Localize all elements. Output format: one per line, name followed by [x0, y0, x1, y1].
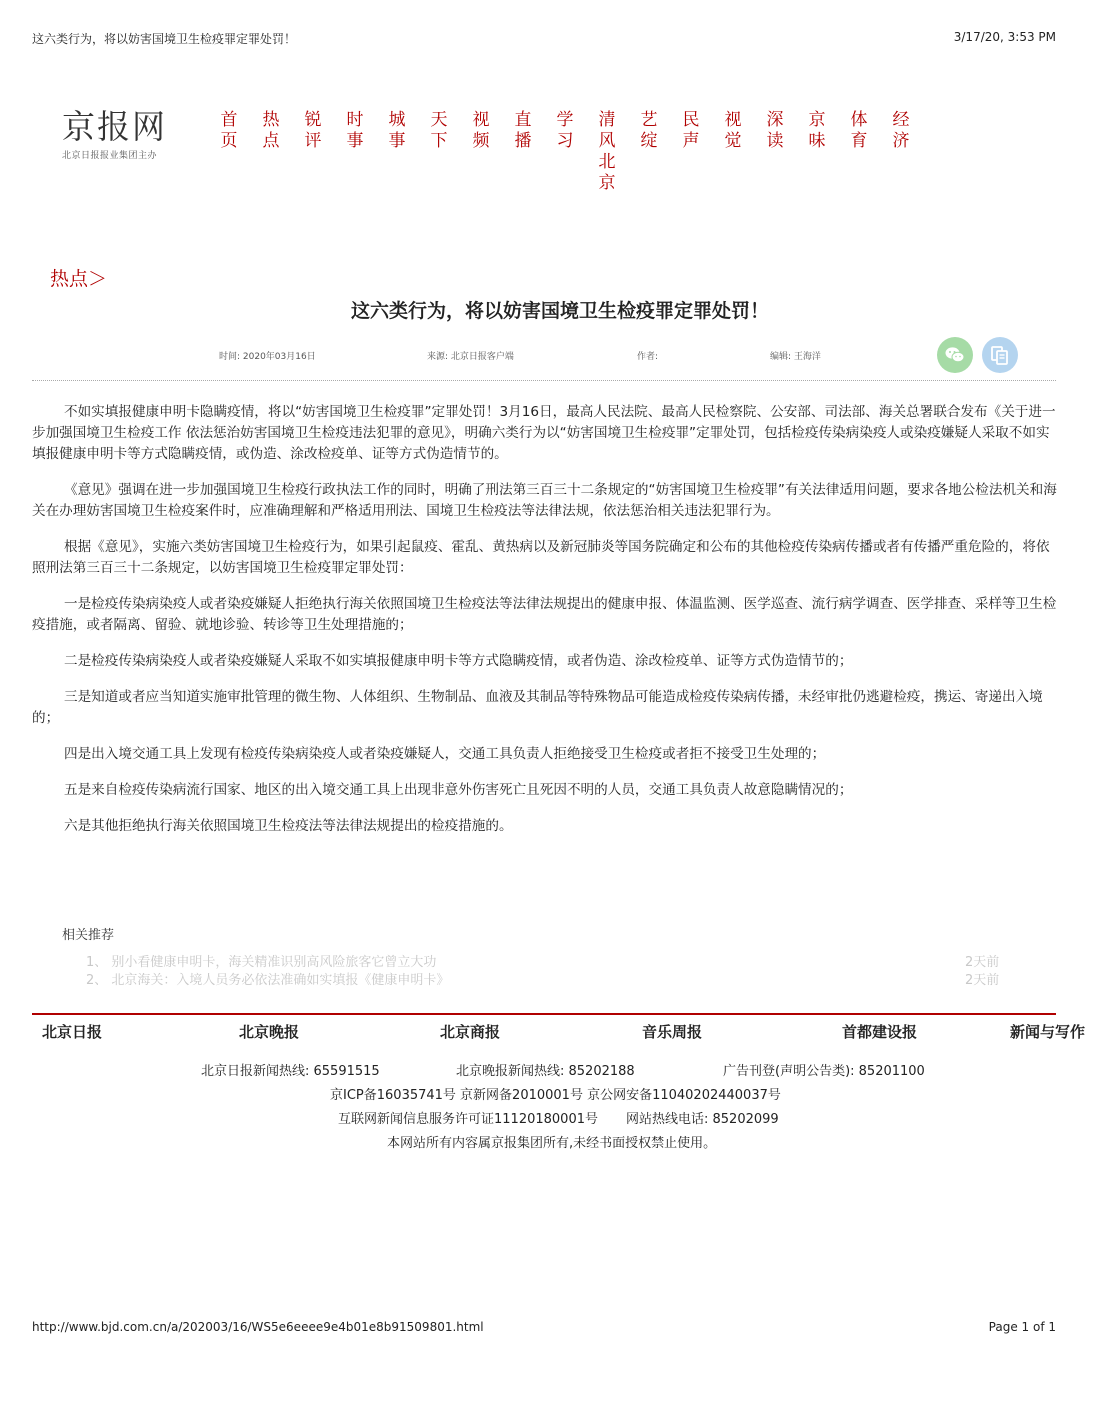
- article-paragraph: 六是其他拒绝执行海关依照国境卫生检疫法等法律法规提出的检疫措施的。: [64, 818, 513, 834]
- logo-text: 京报网: [62, 107, 167, 146]
- logo-subtitle: 北京日报报业集团主办: [62, 151, 158, 161]
- article-paragraph: 四是出入境交通工具上发现有检疫传染病染疫人或者染疫嫌疑人，交通工具负责人拒绝接受卫生检疫或者拒不接受卫生处理的；: [64, 746, 826, 762]
- related-link[interactable]: 2、 北京海关：入境人员务必依法准确如实填报《健康申明卡》: [86, 973, 450, 988]
- nav-item-char: 事: [388, 131, 406, 151]
- icp-record: 京ICP备16035741号 京新网备2010001号 京公网安备11040202440037号: [330, 1088, 781, 1103]
- nav-item[interactable]: [430, 110, 472, 194]
- nav-item-char: 热: [262, 110, 280, 130]
- print-footer: [32, 1320, 1056, 1340]
- nav-item-char: 页: [220, 131, 238, 151]
- wechat-share-button[interactable]: [937, 337, 973, 373]
- nav-item-char: 京: [598, 173, 616, 193]
- nav-item-char: 事: [346, 131, 364, 151]
- footer-paper-link[interactable]: 北京晚报: [239, 1023, 300, 1041]
- nav-item-char: 经: [892, 110, 910, 130]
- nav-item[interactable]: [808, 110, 850, 194]
- print-header-title: 这六类行为，将以妨害国境卫生检疫罪定罪处罚！: [32, 32, 297, 46]
- article-paragraph: 不如实填报健康申明卡隐瞒疫情，将以“妨害国境卫生检疫罪”定罪处罚！3月16日，最高人民法院、最高人民检察院、公安部、司法部、海关总署联合发布《关于进一步加强国境卫生检疫工作 依法惩治妨害国境卫生检疫违法犯罪的意见》，明确六类行为以“妨害国境卫生检疫罪”定罪处罚，包括检疫传染病染疫人或染疫嫌疑人采取不如实填报健康申明卡等方式隐瞒疫情，或伪造、涂改检疫单、证等方式伪造情节的。: [32, 404, 1056, 462]
- nav-item-char: 评: [304, 131, 322, 151]
- nav-item[interactable]: [556, 110, 598, 194]
- nav-item[interactable]: [850, 110, 892, 194]
- nav-item-char: 首: [220, 110, 238, 130]
- article-paragraph: 根据《意见》，实施六类妨害国境卫生检疫行为，如果引起鼠疫、霍乱、黄热病以及新冠肺炎等国务院确定和公布的其他检疫传染病传播或者有传播严重危险的，将依照刑法第三百三十二条规定，以妨害国境卫生检疫罪定罪处罚：: [32, 539, 1050, 576]
- article-title: 这六类行为，将以妨害国境卫生检疫罪定罪处罚！: [350, 300, 769, 322]
- related-link[interactable]: 1、 别小看健康申明卡，海关精准识别高风险旅客它曾立大功: [86, 955, 437, 970]
- related-time: 2天前: [965, 955, 1000, 970]
- print-footer-url: http://www.bjd.com.cn/a/202003/16/WS5e6eeee9e4b01e8b91509801.html: [32, 1320, 484, 1334]
- nav-item-char: 民: [682, 110, 700, 130]
- article-paragraph: 三是知道或者应当知道实施审批管理的微生物、人体组织、生物制品、血液及其制品等特殊物品可能造成检疫传染病传播，未经审批仍逃避检疫，携运、寄递出入境的；: [32, 689, 1043, 726]
- article-source: 来源: 北京日报客户端: [427, 352, 514, 362]
- nav-item-char: 下: [430, 131, 448, 151]
- copy-link-button[interactable]: [982, 337, 1018, 373]
- nav-item[interactable]: [220, 110, 262, 194]
- footer-paper-link[interactable]: 首都建设报: [842, 1023, 918, 1041]
- meta-divider: [32, 380, 1056, 381]
- nav-item-char: 视: [472, 110, 490, 130]
- nav-item[interactable]: [262, 110, 304, 194]
- article-paragraph: 五是来自检疫传染病流行国家、地区的出入境交通工具上出现非意外伤害死亡且死因不明的人员，交通工具负责人故意隐瞒情况的；: [64, 782, 853, 798]
- nav-item[interactable]: [892, 110, 934, 194]
- article-paragraph: 二是检疫传染病染疫人或者染疫嫌疑人采取不如实填报健康申明卡等方式隐瞒疫情，或者伪造、涂改检疫单、证等方式伪造情节的；: [64, 653, 853, 669]
- nav-item-char: 学: [556, 110, 574, 130]
- nav-item-char: 读: [766, 131, 784, 151]
- nav-item-char: 北: [598, 152, 616, 172]
- nav-item-char: 觉: [724, 131, 742, 151]
- article-paragraph: 《意见》强调在进一步加强国境卫生检疫行政执法工作的同时，明确了刑法第三百三十二条规定的“妨害国境卫生检疫罪”有关法律适用问题，要求各地公检法机关和海关在办理妨害国境卫生检疫案件时，应准确理解和严格适用刑法、国境卫生检疫法等法律法规，依法惩治相关违法犯罪行为。: [32, 482, 1057, 519]
- nav-item-char: 锐: [304, 110, 322, 130]
- nav-item-char: 声: [682, 131, 700, 151]
- nav-item[interactable]: [598, 110, 640, 194]
- footer-paper-link[interactable]: 北京日报: [42, 1023, 103, 1041]
- hotline-beijing-evening: 北京晚报新闻热线: 85202188: [456, 1064, 635, 1079]
- nav-item[interactable]: [514, 110, 556, 194]
- nav-item-char: 风: [598, 131, 616, 151]
- copy-icon: [988, 343, 1012, 367]
- nav-item-char: 京: [808, 110, 826, 130]
- related-title: 相关推荐: [62, 928, 115, 943]
- nav-item-char: 习: [556, 131, 574, 151]
- article-editor: 编辑: 王海洋: [770, 352, 821, 362]
- nav-item-char: 频: [472, 131, 490, 151]
- nav-item-char: 体: [850, 110, 868, 130]
- nav-item[interactable]: [640, 110, 682, 194]
- footer-paper-link[interactable]: 音乐周报: [642, 1023, 703, 1041]
- nav-item-char: 深: [766, 110, 784, 130]
- nav-item[interactable]: [724, 110, 766, 194]
- nav-item-char: 绽: [640, 131, 658, 151]
- nav-item[interactable]: [304, 110, 346, 194]
- nav-item[interactable]: [682, 110, 724, 194]
- print-header-datetime: 3/17/20, 3:53 PM: [953, 30, 1056, 44]
- nav-item-char: 直: [514, 110, 532, 130]
- print-footer-page: Page 1 of 1: [988, 1320, 1056, 1334]
- nav-item[interactable]: [388, 110, 430, 194]
- nav-item-char: 艺: [640, 110, 658, 130]
- print-header: [32, 30, 1056, 50]
- main-nav: [220, 110, 934, 194]
- footer-divider: [32, 1013, 1056, 1015]
- news-license: 互联网新闻信息服务许可证11120180001号: [338, 1112, 598, 1127]
- related-time: 2天前: [965, 973, 1000, 988]
- hotline-beijing-daily: 北京日报新闻热线: 65591515: [201, 1064, 380, 1079]
- article-time: 时间: 2020年03月16日: [219, 352, 316, 362]
- article-author: 作者:: [637, 352, 659, 362]
- nav-item-char: 视: [724, 110, 742, 130]
- nav-item-char: 济: [892, 131, 910, 151]
- nav-item-char: 城: [388, 110, 406, 130]
- article-body: [32, 402, 1058, 852]
- ad-hotline: 广告刊登(声明公告类): 85201100: [723, 1064, 925, 1079]
- footer-paper-link[interactable]: 新闻与写作: [1010, 1023, 1086, 1041]
- footer-paper-link[interactable]: 北京商报: [440, 1023, 501, 1041]
- nav-item-char: 点: [262, 131, 280, 151]
- nav-item[interactable]: [346, 110, 388, 194]
- breadcrumb[interactable]: 热点＞: [50, 268, 108, 290]
- site-hotline: 网站热线电话: 85202099: [626, 1112, 779, 1127]
- nav-item-char: 育: [850, 131, 868, 151]
- nav-item-char: 播: [514, 131, 532, 151]
- site-logo[interactable]: [62, 108, 182, 161]
- nav-item-char: 时: [346, 110, 364, 130]
- nav-item-char: 天: [430, 110, 448, 130]
- copyright-notice: 本网站所有内容属京报集团所有,未经书面授权禁止使用。: [387, 1136, 717, 1151]
- nav-item-char: 清: [598, 110, 616, 130]
- nav-item-char: 味: [808, 131, 826, 151]
- article-paragraph: 一是检疫传染病染疫人或者染疫嫌疑人拒绝执行海关依照国境卫生检疫法等法律法规提出的健康申报、体温监测、医学巡查、流行病学调查、医学排查、采样等卫生检疫措施，或者隔离、留验、就地诊验、转诊等卫生处理措施的；: [32, 596, 1057, 633]
- nav-item[interactable]: [472, 110, 514, 194]
- wechat-icon: [943, 343, 967, 367]
- nav-item[interactable]: [766, 110, 808, 194]
